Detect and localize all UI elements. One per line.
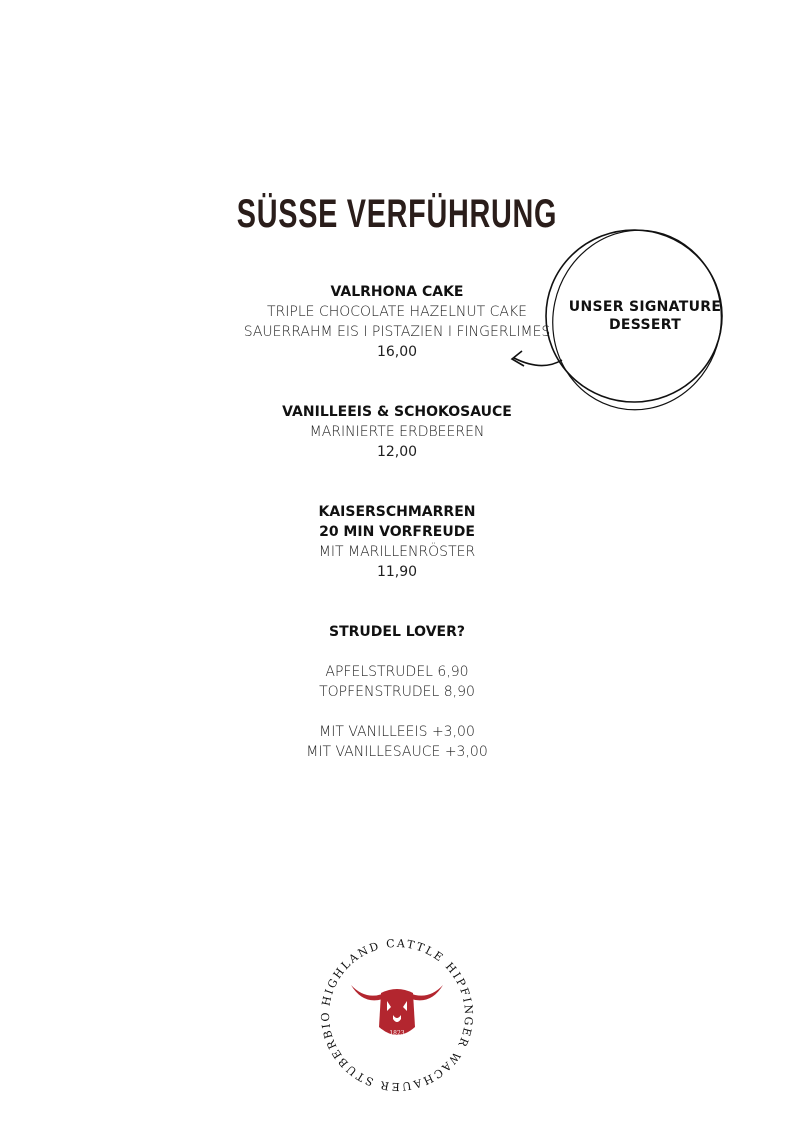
item-price: 11,90 [376,564,418,580]
item-subtitle: 20 MIN VORFREUDE [319,524,475,540]
item-description: MIT MARILLENRÖSTER [318,544,476,560]
page-title: SÜSSE VERFÜHRUNG [236,192,558,236]
item-description: SAUERRAHM EIS I PISTAZIEN I FINGERLIMES [243,324,551,340]
item-name: STRUDEL LOVER? [328,624,465,640]
menu-item-valrhona [0,282,794,362]
item-name: VANILLEEIS & SCHOKOSAUCE [282,404,512,420]
item-name: KAISERSCHMARREN [318,504,476,520]
item-price: 16,00 [376,344,418,360]
strudel-addon: MIT VANILLESAUCE +3,00 [306,744,488,760]
menu-item-kaiserschmarren [0,502,794,582]
strudel-option: APFELSTRUDEL 6,90 [325,664,469,680]
item-description: MARINIERTE ERDBEEREN [309,424,485,440]
strudel-addon: MIT VANILLEEIS +3,00 [319,724,475,740]
logo-year: 1823 [389,1030,405,1037]
logo-ring-text: HIGHLAND CATTLE HIPFINGER WACHAUER STUBERBIO [318,936,476,1094]
signature-line-2: DESSERT [608,317,682,333]
horn-left-icon [351,985,385,1000]
menu-item-vanilleeis [0,402,794,462]
item-description: TRIPLE CHOCOLATE HAZELNUT CAKE [267,304,527,320]
item-price: 12,00 [376,444,418,460]
cattle-head-icon [379,989,415,1035]
signature-line-1: UNSER SIGNATURE [568,299,722,315]
strudel-option: TOPFENSTRUDEL 8,90 [319,684,475,700]
item-name: VALRHONA CAKE [330,284,464,300]
horn-right-icon [409,985,443,1000]
menu-item-strudel [0,622,794,762]
highland-cattle-logo [311,935,483,1095]
